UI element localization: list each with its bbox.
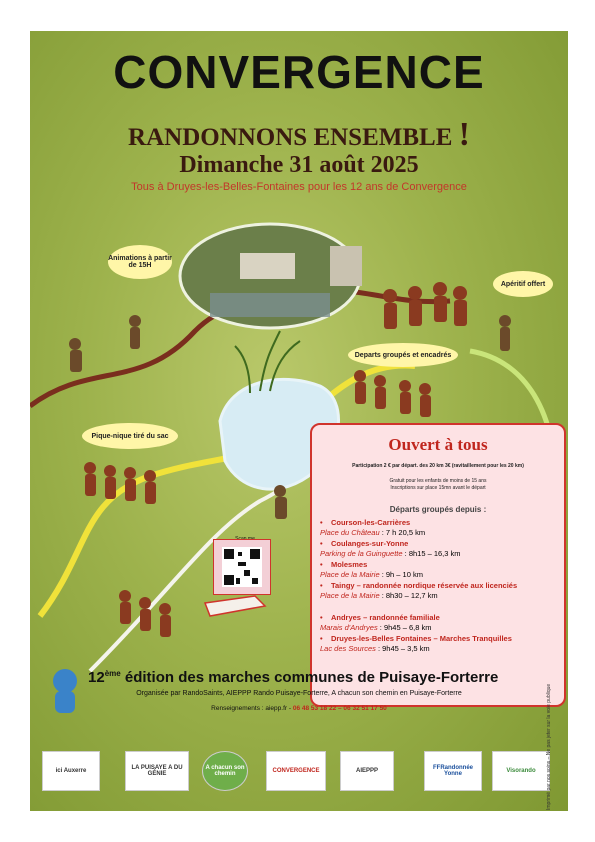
- departure-place: Place de la Mairie: [320, 570, 380, 579]
- bubble-departs: Departs groupés et encadrés: [348, 343, 458, 367]
- pointing-hand: [205, 596, 265, 616]
- free-line-1: Gratuit pour les enfants de moins de 15 ans: [389, 478, 487, 484]
- departure-town: • Taingy – randonnée nordique réservée aux licenciés: [320, 581, 518, 590]
- edition-title: 12ème édition des marches communes de Puisaye-Forterre: [88, 669, 499, 686]
- departure-town: • Andryes – randonnée familiale: [320, 613, 440, 622]
- departure-place: Marais d'Andryes: [320, 623, 378, 632]
- info-scroll: [310, 423, 566, 707]
- logo-puisaye-genie: LA PUISAYE A DU GÉNIE: [125, 751, 189, 791]
- bubble-animations: Animations à partir de 15H: [108, 245, 172, 279]
- departure-item: [320, 560, 560, 580]
- poster: [30, 31, 568, 811]
- departure-place: Place de la Mairie: [320, 591, 380, 600]
- contact-info: [30, 705, 568, 712]
- contact-label: Renseignements : aiepp.fr -: [211, 705, 293, 712]
- organizers: Organisée par RandoSaints, AIEPPP Rando Puisaye-Forterre, A chacun son chemin en Puisaye-Forterre: [136, 690, 462, 697]
- qr-code-icon: [214, 540, 270, 594]
- departure-item: [320, 581, 560, 601]
- qr-code[interactable]: [213, 539, 271, 595]
- departure-detail: : 9h45 – 6,8 km: [377, 623, 432, 632]
- free-line-2: Inscriptions sur place 15mn avant le départ: [390, 485, 486, 491]
- poster-subtitle: [30, 116, 568, 154]
- subtitle-text: RANDONNONS ENSEMBLE: [128, 124, 453, 151]
- bubble-piquenique: Pique-nique tiré du sac: [82, 423, 178, 449]
- departure-detail: : 7 h 20,5 km: [379, 528, 426, 537]
- tagline: Tous à Druyes-les-Belles-Fontaines pour les 12 ans de Convergence: [131, 181, 467, 193]
- side-print-note: Imprimé par nos soins – Ne pas jeter sur la voie publique: [546, 683, 552, 810]
- participation-text: Participation 2 € par départ. des 20 km 3€ (ravitaillement pour les 20 km): [352, 463, 524, 469]
- departure-town: • Molesmes: [320, 560, 368, 569]
- scroll-title: Ouvert à tous: [388, 435, 488, 454]
- departure-town: • Courson-les-Carrières: [320, 518, 411, 527]
- logo-aieppp: AIEPPP: [340, 751, 394, 791]
- departure-detail: : 8h15 – 16,3 km: [402, 549, 461, 558]
- logo-ici-auxerre: ici Auxerre: [42, 751, 100, 791]
- bubble-aperitif: Apéritif offert: [493, 271, 553, 297]
- departure-detail: : 8h30 – 12,7 km: [379, 591, 438, 600]
- departure-town: • Coulanges-sur-Yonne: [320, 539, 409, 548]
- logo-convergence: CONVERGENCE: [266, 751, 326, 791]
- departure-place: Place du Château: [320, 528, 380, 537]
- free-text: [318, 478, 558, 492]
- poster-title: CONVERGENCE: [113, 46, 485, 98]
- logo-visorando: Visorando: [492, 751, 550, 791]
- event-date: Dimanche 31 août 2025: [179, 152, 419, 178]
- departure-item: [320, 539, 560, 559]
- departure-item: [320, 634, 560, 654]
- subtitle-exclamation: !: [458, 116, 470, 153]
- departure-place: Lac des Sources: [320, 644, 376, 653]
- logo-ffrandonnee: FFRandonnée Yonne: [424, 751, 482, 791]
- departure-detail: : 9h45 – 3,5 km: [375, 644, 430, 653]
- departs-heading: Départs groupés depuis :: [389, 505, 487, 514]
- departure-item: [320, 518, 560, 538]
- contact-phones: 06 48 53 18 22 – 06 32 51 17 50: [292, 705, 387, 712]
- logo-a-chacun-son-chemin: A chacun son chemin: [202, 751, 248, 791]
- departure-detail: : 9h – 10 km: [379, 570, 423, 579]
- departure-place: Parking de la Guinguette: [320, 549, 403, 558]
- departure-item: [320, 613, 560, 633]
- departure-town: • Druyes-les-Belles Fontaines – Marches Tranquilles: [320, 634, 512, 643]
